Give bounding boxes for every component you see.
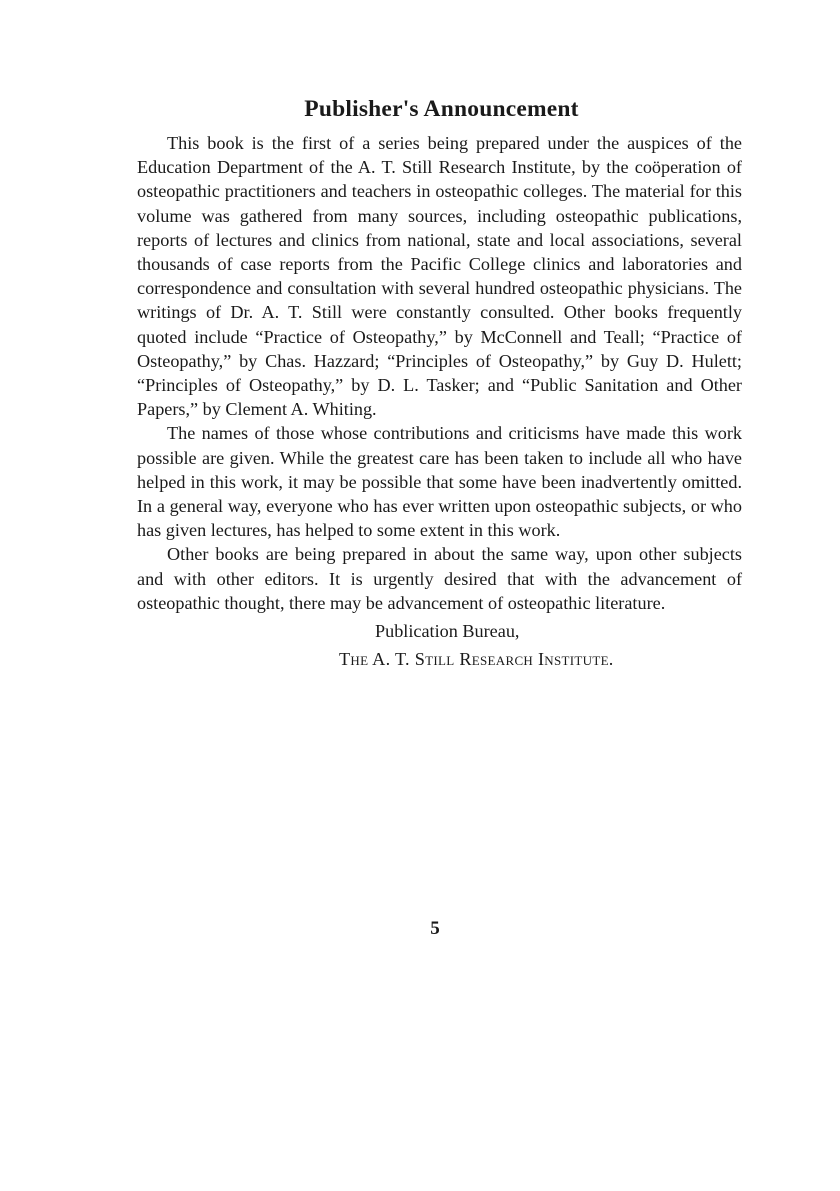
page-title: Publisher's Announcement: [304, 96, 579, 122]
announcement-body: [137, 131, 742, 615]
signature-block: [137, 619, 742, 671]
signature-institute: The A. T. Still Research Institute.: [339, 649, 614, 670]
paragraph-2: The names of those whose contributions and criticisms have made this work possible are given. While the greatest care has been taken to include all who have helped in this work, it may be possible that some have been inadvertently omitted. In a general way, everyone who has ever written upon osteopathic subjects, or who has given lectures, has helped to some extent in this work.: [137, 423, 742, 541]
paragraph-3: Other books are being prepared in about the same way, upon other subjects and with other editors. It is urgently desired that with the advancement of osteopathic thought, there may be advancement of osteopathic literature.: [137, 544, 742, 613]
document-page: [137, 96, 742, 671]
paragraph-1: This book is the first of a series being prepared under the auspices of the Education Department of the A. T. Still Research Institute, by the coöperation of osteopathic practitioners and teachers in osteopathic colleges. The material for this volume was gathered from many sources, including osteopathic publications, reports of lectures and clinics from national, state and local associations, several thousands of case reports from the Pacific College clinics and laboratories and correspondence and consultation with several hundred osteopathic physicians. The writings of Dr. A. T. Still were constantly consulted. Other books frequently quoted include “Practice of Osteopathy,” by McConnell and Teall; “Practice of Osteopathy,” by Chas. Hazzard; “Principles of Osteopathy,” by Guy D. Hulett; “Principles of Osteopathy,” by D. L. Tasker; and “Public Sanitation and Other Papers,” by Clement A. Whiting.: [137, 133, 742, 420]
page-number: 5: [430, 918, 440, 939]
signature-bureau: Publication Bureau,: [375, 621, 520, 642]
